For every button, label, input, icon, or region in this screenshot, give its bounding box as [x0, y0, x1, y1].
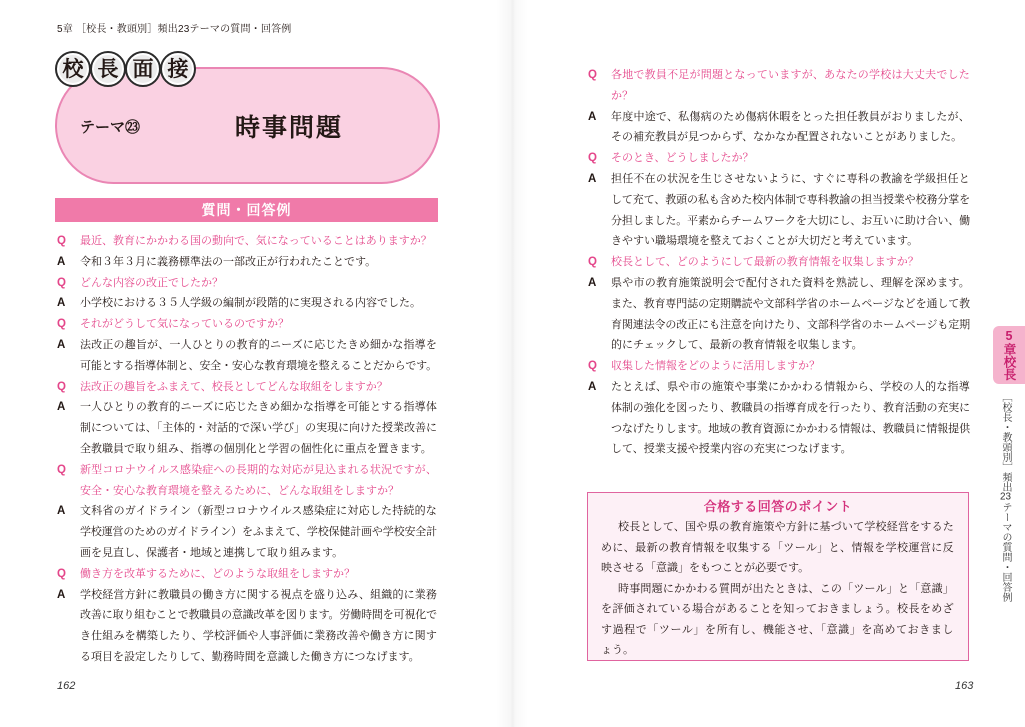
badge-char: 接: [160, 51, 196, 87]
answer: [586, 273, 970, 356]
question: [55, 273, 437, 294]
answer-marker: A: [57, 338, 66, 351]
text-line: 法改正の趣旨が、一人ひとりの教育的ニーズに応じたきめ細かな指導を: [80, 338, 437, 351]
badge-char: 面: [125, 51, 161, 87]
text-line: す過程で「ツール」を所有し、機能させ、「意識」を高めておきまし: [601, 623, 954, 636]
question-marker: Q: [57, 276, 66, 289]
answer-text: [80, 501, 437, 563]
text-line: 的にチェックして、最新の教育情報を収集します。: [611, 339, 863, 352]
answer-marker: A: [57, 255, 66, 268]
question: [586, 356, 970, 377]
answer-text: [80, 252, 437, 273]
text-line: 一人ひとりの教育的ニーズに応じたきめ細かな指導を可能とする指導体: [80, 401, 437, 414]
text-line: 映させる「意識」をもつことが必要です。: [601, 562, 810, 574]
theme-title: 時事問題: [235, 114, 344, 142]
question-marker: Q: [57, 463, 66, 476]
text-line: 全教職員で取り組み、指導の個別化と学習の個性化に重点を置きます。: [80, 442, 432, 455]
question: [55, 377, 437, 398]
question: [55, 231, 437, 252]
badge-char: 長: [90, 51, 126, 87]
badge-char: 校: [55, 51, 91, 87]
section-heading: 質問・回答例: [201, 202, 292, 218]
page-number-right: 163: [955, 680, 974, 692]
text-line: ょう。: [601, 644, 634, 656]
text-line: して、授業支援や授業内容の充実につなげます。: [611, 443, 852, 456]
text-line: 育関連法令の改正にも注意を向けたり、文部科学省のホームページも定期: [611, 318, 970, 331]
point-box-title: 合格する回答のポイント: [703, 499, 853, 514]
text-line: 改善に取り組むことで教職員の意識改革を図ります。労働時間を可視化で: [80, 609, 437, 622]
question-marker: Q: [57, 567, 66, 580]
question: [586, 148, 970, 169]
answer-text: [80, 335, 437, 377]
text-line: どんな内容の改正でしたか？: [80, 276, 223, 289]
answer-text: [80, 293, 437, 314]
question-text: [80, 564, 437, 585]
question: [55, 314, 437, 335]
point-paragraph: [601, 517, 954, 579]
question-text: [611, 356, 970, 377]
point-box-body: [588, 517, 968, 661]
answer-point-box: [587, 492, 969, 661]
text-line: 安全・安心な教育環境を整えるために、どんな取組をしますか？: [80, 484, 399, 497]
question-text: [80, 460, 437, 502]
interview-badge: [55, 51, 195, 87]
chapter-tab: [993, 326, 1025, 384]
side-title-part: 23: [1000, 492, 1011, 502]
text-line: 時事問題にかかわる質問が出たときは、この「ツール」と「意識」: [618, 582, 954, 595]
answer-text: [611, 377, 970, 460]
chapter-tab-label: 校長: [1002, 355, 1016, 381]
text-line: 校長として、国や県の教育施策や方針に基づいて学校経営をするた: [618, 521, 954, 533]
answer-marker: A: [57, 401, 66, 414]
answer: [586, 377, 970, 460]
answer: [55, 335, 437, 377]
running-header: 5章 ［校長・教頭別］頻出23テーマの質問・回答例: [57, 24, 292, 35]
book-gutter: [496, 0, 528, 727]
question-marker: Q: [588, 256, 597, 269]
answer: [55, 293, 437, 314]
qa-list-right: [586, 65, 970, 460]
answer-marker: A: [57, 588, 66, 601]
text-line: 制については、「主体的・対話的で深い学び」の実現に向けた授業改善に: [80, 422, 437, 435]
text-line: 各地で教員不足が問題となっていますが、あなたの学校は大丈夫でした: [611, 69, 970, 81]
text-line: 県や市の教育施策説明会で配付された資料を熟読し、理解を深めます。: [611, 276, 970, 289]
text-line: を評価されている場合があることを知っておきましょう。校長をめざ: [601, 603, 954, 615]
answer: [586, 107, 970, 149]
section-heading-bar: [55, 198, 438, 222]
answer: [55, 585, 437, 668]
text-line: 令和３年３月に義務標準法の一部改正が行われたことです。: [80, 255, 377, 268]
text-line: 学校運営のためのガイドライン）をふまえて、学校保健計画や学校安全計: [80, 526, 437, 539]
question: [586, 252, 970, 273]
answer-marker: A: [588, 110, 597, 123]
text-line: 収集した情報をどのように活用しますか？: [611, 360, 820, 373]
text-line: 最近、教育にかかわる国の動向で、気になっていることはありますか？: [80, 235, 432, 247]
side-vertical-title: [998, 392, 1012, 602]
answer-text: [611, 107, 970, 149]
question-text: [80, 273, 437, 294]
text-line: か？: [611, 89, 633, 102]
text-line: き仕組みを構築したり、学校評価や人事評価に業務改善や働き方に関す: [80, 630, 437, 643]
text-line: きやすい職場環境を整えておくことが大切だと考えています。: [611, 235, 919, 248]
text-line: 可能とする指導体制と、安全・安心な教育環境を整えることだからです。: [80, 359, 437, 372]
question-marker: Q: [588, 152, 597, 165]
text-line: 体制の強化を図ったり、教職員の指導育成を行ったり、教育活動の充実に: [611, 401, 970, 414]
text-line: たとえば、県や市の施策や事業にかかわる情報から、学校の人的な指導: [611, 380, 970, 393]
page-number-left: 162: [57, 680, 76, 692]
question: [586, 65, 970, 107]
question-text: [611, 252, 970, 273]
text-line: 担任不在の状況を生じさせないように、すぐに専科の教諭を学級担任と: [611, 172, 970, 185]
qa-list-left: [55, 231, 437, 668]
answer-text: [80, 397, 437, 459]
question: [55, 460, 437, 502]
text-line: その補充教員が見つからず、なかなか配置されないことがありました。: [611, 131, 963, 144]
text-line: 小学校における３５人学級の編制が段階的に実現される内容でした。: [80, 297, 421, 310]
text-line: 法改正の趣旨をふまえて、校長としてどんな取組をしますか？: [80, 380, 388, 393]
point-paragraph: [601, 579, 954, 661]
question-marker: Q: [57, 318, 66, 331]
answer-marker: A: [57, 505, 66, 518]
text-line: る項目を設定したりして、勤務時間を意識した働き方につなげます。: [80, 650, 420, 663]
chapter-tab-text: [1002, 329, 1016, 381]
question-text: [80, 314, 437, 335]
question-text: [80, 231, 437, 252]
text-line: 学校経営方針に教職員の働き方に関する視点を盛り込み、組織的に業務: [80, 588, 437, 601]
text-line: 分担しました。平素からチームワークを大切にし、お互いに助け合い、働: [611, 214, 970, 227]
text-line: めに、最新の教育情報を収集する「ツール」と、情報を学校運営に反: [601, 541, 954, 554]
theme-number: テーマ㉓: [80, 119, 141, 136]
question: [55, 564, 437, 585]
text-line: 年度中途で、私傷病のため傷病休暇をとった担任教員がおりましたが、: [611, 110, 970, 123]
side-title-part: ［校長・教頭別］頻出: [1000, 392, 1011, 492]
answer: [55, 252, 437, 273]
text-line: して充て、教頭の私も含めた校内体制で専科教諭の担当授業や校務分掌を: [611, 193, 970, 206]
question-text: [80, 377, 437, 398]
answer: [55, 501, 437, 563]
answer-text: [611, 169, 970, 252]
text-line: そのとき、どうしましたか？: [611, 152, 754, 165]
text-line: 校長として、どのようにして最新の教育情報を収集しますか？: [611, 256, 919, 269]
question-marker: Q: [57, 235, 66, 247]
question-text: [611, 148, 970, 169]
text-line: 働き方を改革するために、どのような取組をしますか？: [80, 567, 355, 580]
text-line: 画を見直し、保護者・地域と連携して取り組みます。: [80, 546, 344, 559]
side-title-part: テーマの質問・回答例: [1000, 502, 1011, 602]
answer-text: [611, 273, 970, 356]
chapter-tab-chapter: 5章: [1002, 329, 1016, 356]
answer: [55, 397, 437, 459]
question-marker: Q: [588, 69, 597, 81]
answer: [586, 169, 970, 252]
text-line: 新型コロナウイルス感染症への長期的な対応が見込まれる状況ですが、: [80, 463, 437, 476]
answer-marker: A: [588, 380, 597, 393]
text-line: それがどうして気になっているのですか？: [80, 318, 289, 331]
answer-marker: A: [588, 172, 597, 185]
text-line: つなげたりします。地域の教育資源にかかわる情報は、教職員に情報提供: [611, 422, 970, 435]
answer-marker: A: [57, 297, 66, 310]
text-line: 文科省のガイドライン（新型コロナウイルス感染症に対応した持続的な: [80, 505, 437, 518]
question-text: [611, 65, 970, 107]
answer-marker: A: [588, 276, 597, 289]
question-marker: Q: [588, 360, 597, 373]
text-line: また、教育専門誌の定期購読や文部科学省のホームページなどを通して教: [611, 297, 970, 310]
answer-text: [80, 585, 437, 668]
question-marker: Q: [57, 380, 66, 393]
